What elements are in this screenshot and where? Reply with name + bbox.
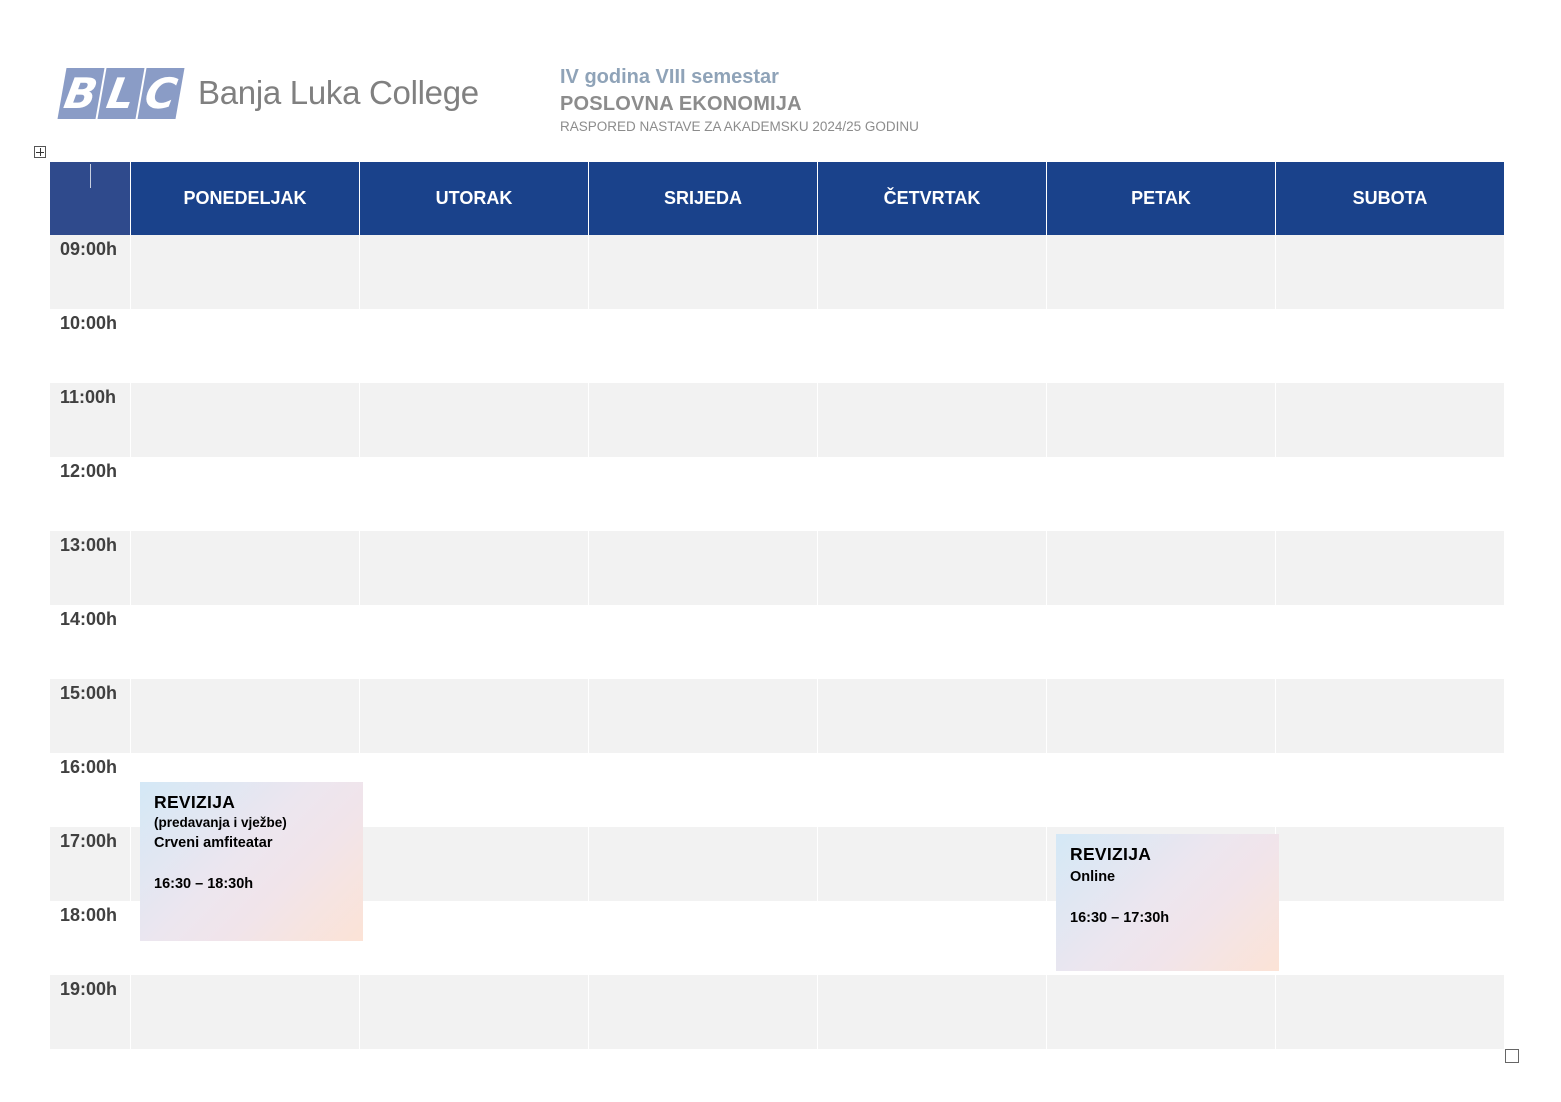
- time-slot[interactable]: [817, 605, 1046, 679]
- time-slot[interactable]: [588, 309, 817, 383]
- time-slot[interactable]: [130, 679, 359, 753]
- time-slot[interactable]: [817, 531, 1046, 605]
- time-row: [50, 975, 1504, 1049]
- day-header-tuesday: UTORAK: [359, 162, 588, 235]
- time-slot[interactable]: [1275, 457, 1504, 531]
- time-slot[interactable]: [817, 975, 1046, 1049]
- time-row: [50, 457, 1504, 531]
- time-slot[interactable]: [588, 827, 817, 901]
- time-slot[interactable]: [1046, 753, 1275, 827]
- day-header-monday: PONEDELJAK: [130, 162, 359, 235]
- time-slot[interactable]: [817, 235, 1046, 309]
- time-slot[interactable]: [817, 679, 1046, 753]
- time-row: [50, 605, 1504, 679]
- time-slot[interactable]: [359, 679, 588, 753]
- time-slot[interactable]: [1275, 531, 1504, 605]
- event-revizija-friday[interactable]: [1056, 834, 1279, 971]
- time-label: 15:00h: [60, 683, 118, 703]
- logo-letter-c: C: [138, 68, 185, 119]
- time-slot[interactable]: [588, 457, 817, 531]
- time-slot[interactable]: [359, 901, 588, 975]
- time-slot[interactable]: [1046, 457, 1275, 531]
- time-row: [50, 235, 1504, 309]
- college-logo: [58, 67, 479, 119]
- time-slot[interactable]: [130, 383, 359, 457]
- time-slot[interactable]: [1046, 235, 1275, 309]
- event-time: 16:30 – 17:30h: [1070, 910, 1170, 926]
- time-label: 16:00h: [60, 757, 118, 777]
- program-name: POSLOVNA EKONOMIJA: [560, 93, 802, 115]
- time-row: [50, 383, 1504, 457]
- time-slot[interactable]: [359, 975, 588, 1049]
- time-slot[interactable]: [817, 901, 1046, 975]
- event-time: 16:30 – 18:30h: [154, 876, 254, 892]
- day-header-saturday: SUBOTA: [1275, 162, 1504, 235]
- corner-cell[interactable]: [50, 162, 130, 235]
- time-slot[interactable]: [1275, 679, 1504, 753]
- time-slot[interactable]: [817, 827, 1046, 901]
- day-header-wednesday: SRIJEDA: [588, 162, 817, 235]
- time-slot[interactable]: [130, 457, 359, 531]
- event-room: Crveni amfiteatar: [154, 835, 273, 851]
- time-slot[interactable]: [1275, 901, 1504, 975]
- time-slot[interactable]: [130, 531, 359, 605]
- time-slot[interactable]: [359, 605, 588, 679]
- time-slot[interactable]: [1275, 827, 1504, 901]
- college-name: Banja Luka College: [198, 74, 479, 111]
- time-slot[interactable]: [1046, 309, 1275, 383]
- logo-letter-l: L: [98, 68, 145, 119]
- time-label: 12:00h: [60, 461, 118, 481]
- time-slot[interactable]: [588, 975, 817, 1049]
- time-slot[interactable]: [588, 605, 817, 679]
- logo-letter-b: B: [58, 68, 105, 119]
- day-header-friday: PETAK: [1046, 162, 1275, 235]
- year-semester: IV godina VIII semestar: [560, 66, 779, 88]
- time-slot[interactable]: [359, 309, 588, 383]
- time-slot[interactable]: [1046, 531, 1275, 605]
- time-slot[interactable]: [1046, 975, 1275, 1049]
- time-slot[interactable]: [588, 753, 817, 827]
- logo-mark: [58, 68, 182, 119]
- time-slot[interactable]: [359, 753, 588, 827]
- event-title: REVIZIJA: [1070, 844, 1152, 864]
- time-label: 11:00h: [60, 387, 117, 407]
- document-title: [560, 64, 919, 136]
- time-slot[interactable]: [1046, 605, 1275, 679]
- time-row: [50, 309, 1504, 383]
- time-slot[interactable]: [359, 457, 588, 531]
- time-row: [50, 531, 1504, 605]
- time-slot[interactable]: [1275, 235, 1504, 309]
- time-slot[interactable]: [359, 235, 588, 309]
- table-resize-icon[interactable]: [1505, 1049, 1519, 1063]
- schedule-subtitle: RASPORED NASTAVE ZA AKADEMSKU 2024/25 GODINU: [560, 119, 919, 134]
- time-label: 13:00h: [60, 535, 118, 555]
- time-slot[interactable]: [1046, 383, 1275, 457]
- time-slot[interactable]: [817, 309, 1046, 383]
- time-row: [50, 679, 1504, 753]
- time-slot[interactable]: [130, 605, 359, 679]
- time-slot[interactable]: [130, 309, 359, 383]
- event-title: REVIZIJA: [154, 792, 236, 812]
- time-slot[interactable]: [817, 457, 1046, 531]
- time-label: 19:00h: [60, 979, 118, 999]
- time-slot[interactable]: [130, 235, 359, 309]
- event-type: (predavanja i vježbe): [154, 815, 287, 830]
- time-slot[interactable]: [588, 679, 817, 753]
- time-slot[interactable]: [1275, 753, 1504, 827]
- time-slot[interactable]: [588, 901, 817, 975]
- time-slot[interactable]: [359, 531, 588, 605]
- time-slot[interactable]: [130, 975, 359, 1049]
- time-slot[interactable]: [588, 383, 817, 457]
- text-cursor: [90, 164, 91, 188]
- time-slot[interactable]: [817, 383, 1046, 457]
- day-header-thursday: ČETVRTAK: [817, 162, 1046, 235]
- time-slot[interactable]: [1275, 383, 1504, 457]
- time-slot[interactable]: [1275, 309, 1504, 383]
- event-room: Online: [1070, 869, 1116, 885]
- time-slot[interactable]: [359, 383, 588, 457]
- time-label: 14:00h: [60, 609, 118, 629]
- time-label: 17:00h: [60, 831, 118, 851]
- table-move-icon[interactable]: [34, 146, 46, 158]
- time-label: 18:00h: [60, 905, 118, 925]
- time-slot[interactable]: [1275, 975, 1504, 1049]
- time-slot[interactable]: [588, 531, 817, 605]
- day-header-row: [50, 162, 1504, 235]
- time-slot[interactable]: [588, 235, 817, 309]
- time-slot[interactable]: [817, 753, 1046, 827]
- time-label: 09:00h: [60, 239, 118, 259]
- event-revizija-monday[interactable]: [140, 782, 363, 941]
- time-label: 10:00h: [60, 313, 118, 333]
- time-slot[interactable]: [1275, 605, 1504, 679]
- time-slot[interactable]: [1046, 679, 1275, 753]
- time-slot[interactable]: [359, 827, 588, 901]
